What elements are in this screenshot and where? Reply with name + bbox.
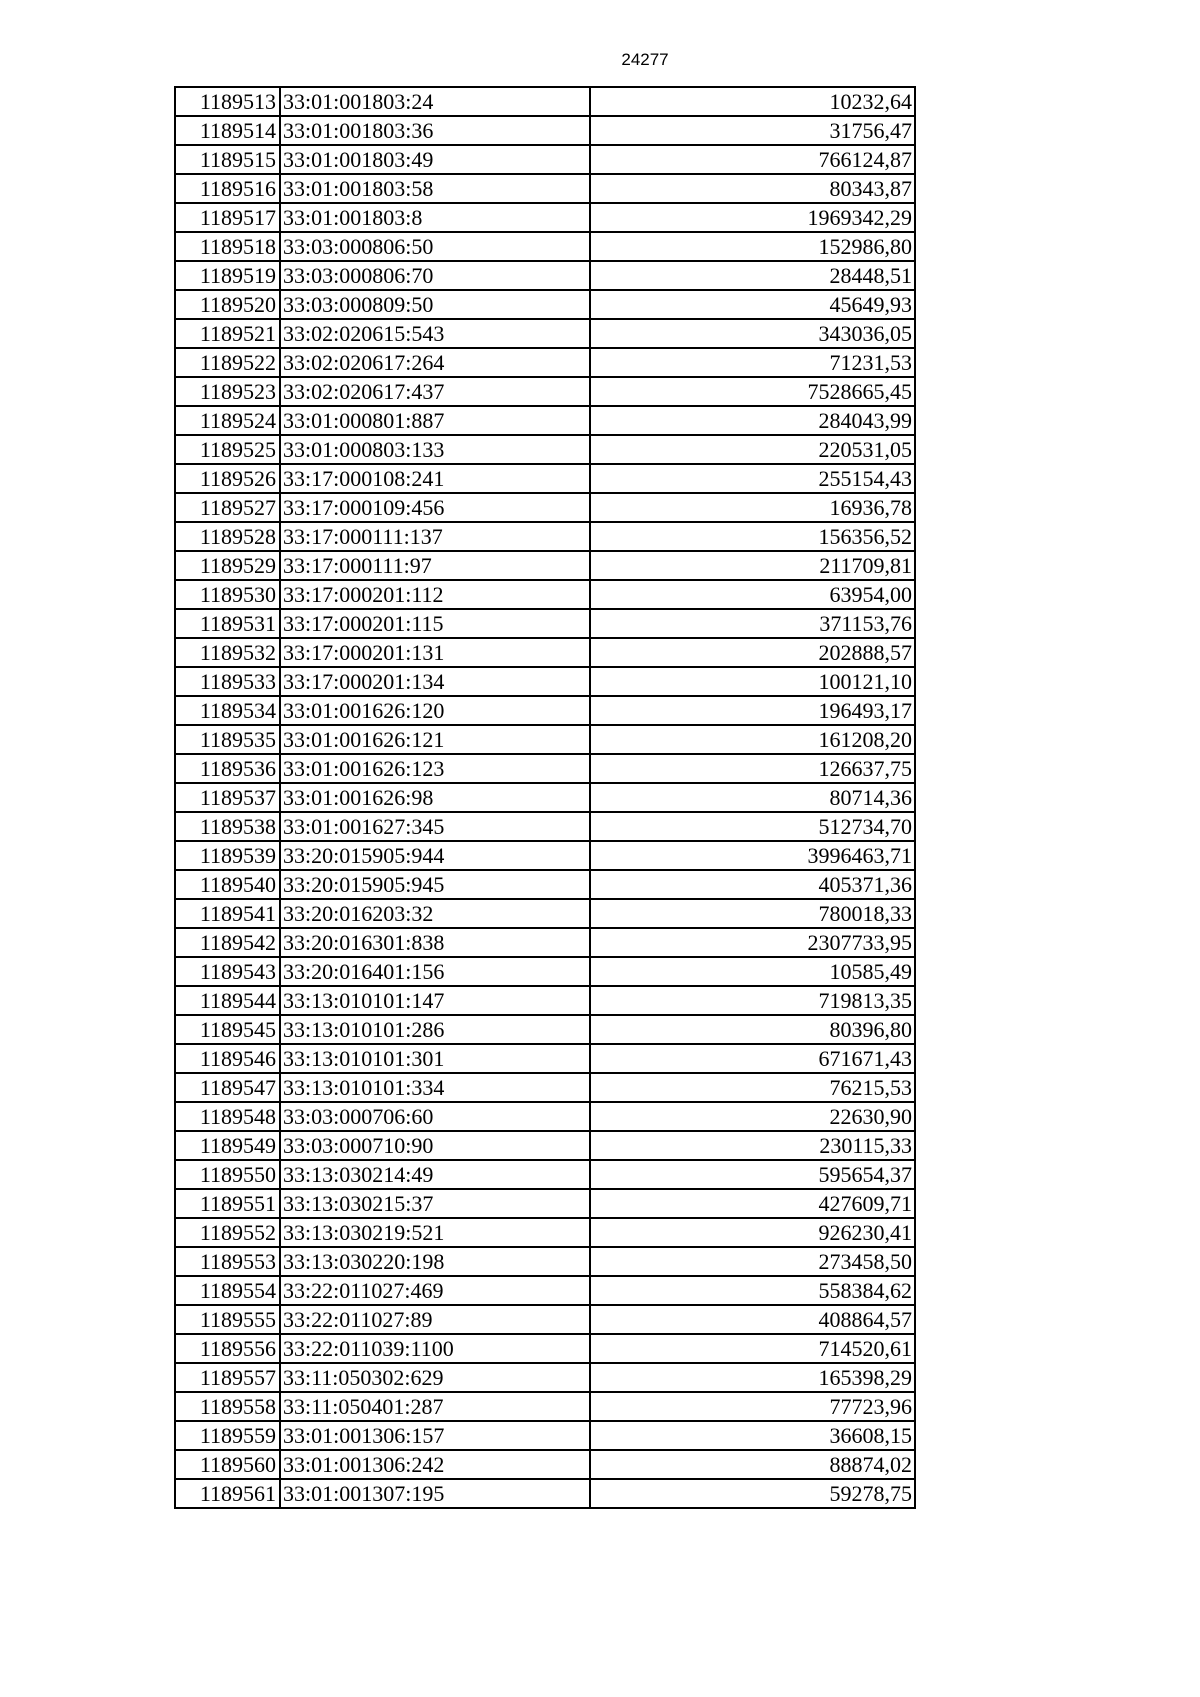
row-number-cell: 1189514 [175,116,280,145]
table-row [175,957,915,986]
table-row [175,609,915,638]
table-row [175,1392,915,1421]
table-row [175,1363,915,1392]
row-number-cell: 1189549 [175,1131,280,1160]
cadastral-value-cell: 3996463,71 [590,841,915,870]
row-number-cell: 1189535 [175,725,280,754]
cadastral-value-cell: 10232,64 [590,87,915,116]
row-number-cell: 1189542 [175,928,280,957]
cadastral-number-cell: 33:01:001803:36 [280,116,590,145]
row-number-cell: 1189521 [175,319,280,348]
cadastral-number-cell: 33:13:030220:198 [280,1247,590,1276]
cadastral-value-cell: 80396,80 [590,1015,915,1044]
cadastral-number-cell: 33:13:010101:147 [280,986,590,1015]
cadastral-number-cell: 33:01:001803:8 [280,203,590,232]
table-row [175,290,915,319]
cadastral-number-cell: 33:13:010101:301 [280,1044,590,1073]
table-row [175,580,915,609]
cadastral-number-cell: 33:03:000809:50 [280,290,590,319]
cadastral-number-cell: 33:01:001803:49 [280,145,590,174]
cadastral-number-cell: 33:01:001803:58 [280,174,590,203]
cadastral-number-cell: 33:01:001307:195 [280,1479,590,1508]
row-number-cell: 1189548 [175,1102,280,1131]
row-number-cell: 1189526 [175,464,280,493]
cadastral-value-cell: 10585,49 [590,957,915,986]
cadastral-value-cell: 7528665,45 [590,377,915,406]
table-row [175,1276,915,1305]
cadastral-value-cell: 126637,75 [590,754,915,783]
page-number: 24277 [621,50,669,69]
cadastral-number-cell: 33:02:020617:264 [280,348,590,377]
cadastral-value-cell: 202888,57 [590,638,915,667]
table-row [175,203,915,232]
cadastral-value-cell: 512734,70 [590,812,915,841]
cadastral-number-cell: 33:13:010101:334 [280,1073,590,1102]
cadastral-number-cell: 33:01:001803:24 [280,87,590,116]
row-number-cell: 1189515 [175,145,280,174]
cadastral-number-cell: 33:17:000201:115 [280,609,590,638]
cadastral-value-cell: 714520,61 [590,1334,915,1363]
cadastral-value-cell: 36608,15 [590,1421,915,1450]
cadastral-number-cell: 33:01:001627:345 [280,812,590,841]
cadastral-value-cell: 59278,75 [590,1479,915,1508]
table-row [175,435,915,464]
table-row [175,1247,915,1276]
table-row [175,1479,915,1508]
table-row [175,116,915,145]
row-number-cell: 1189538 [175,812,280,841]
cadastral-value-cell: 45649,93 [590,290,915,319]
row-number-cell: 1189536 [175,754,280,783]
cadastral-number-cell: 33:11:050401:287 [280,1392,590,1421]
cadastral-value-cell: 255154,43 [590,464,915,493]
cadastral-value-cell: 80343,87 [590,174,915,203]
cadastral-value-cell: 152986,80 [590,232,915,261]
cadastral-value-cell: 16936,78 [590,493,915,522]
cadastral-value-table [174,86,916,1509]
cadastral-number-cell: 33:11:050302:629 [280,1363,590,1392]
cadastral-number-cell: 33:13:030219:521 [280,1218,590,1247]
table-row [175,87,915,116]
cadastral-number-cell: 33:01:000803:133 [280,435,590,464]
cadastral-value-cell: 230115,33 [590,1131,915,1160]
table-row [175,1189,915,1218]
row-number-cell: 1189522 [175,348,280,377]
table-row [175,551,915,580]
cadastral-value-cell: 273458,50 [590,1247,915,1276]
cadastral-number-cell: 33:22:011027:469 [280,1276,590,1305]
cadastral-value-cell: 1969342,29 [590,203,915,232]
cadastral-value-cell: 719813,35 [590,986,915,1015]
table-row [175,870,915,899]
table-row [175,696,915,725]
row-number-cell: 1189561 [175,1479,280,1508]
table-row [175,1218,915,1247]
table-row [175,899,915,928]
row-number-cell: 1189557 [175,1363,280,1392]
row-number-cell: 1189530 [175,580,280,609]
cadastral-number-cell: 33:22:011027:89 [280,1305,590,1334]
cadastral-value-cell: 427609,71 [590,1189,915,1218]
row-number-cell: 1189532 [175,638,280,667]
cadastral-number-cell: 33:20:015905:944 [280,841,590,870]
table-row [175,319,915,348]
table-row [175,1102,915,1131]
table-row [175,232,915,261]
cadastral-value-cell: 28448,51 [590,261,915,290]
row-number-cell: 1189519 [175,261,280,290]
cadastral-number-cell: 33:01:001306:242 [280,1450,590,1479]
cadastral-value-cell: 156356,52 [590,522,915,551]
cadastral-value-cell: 371153,76 [590,609,915,638]
table-row [175,1334,915,1363]
cadastral-number-cell: 33:03:000806:70 [280,261,590,290]
table-row [175,841,915,870]
row-number-cell: 1189534 [175,696,280,725]
table-row [175,261,915,290]
cadastral-value-cell: 63954,00 [590,580,915,609]
table-row [175,522,915,551]
row-number-cell: 1189524 [175,406,280,435]
table-body [175,87,915,1508]
row-number-cell: 1189547 [175,1073,280,1102]
row-number-cell: 1189553 [175,1247,280,1276]
table-row [175,377,915,406]
row-number-cell: 1189556 [175,1334,280,1363]
cadastral-value-cell: 284043,99 [590,406,915,435]
table-row [175,812,915,841]
cadastral-number-cell: 33:17:000201:112 [280,580,590,609]
row-number-cell: 1189554 [175,1276,280,1305]
row-number-cell: 1189540 [175,870,280,899]
cadastral-number-cell: 33:22:011039:1100 [280,1334,590,1363]
row-number-cell: 1189543 [175,957,280,986]
table-row [175,174,915,203]
row-number-cell: 1189518 [175,232,280,261]
table-row [175,667,915,696]
row-number-cell: 1189544 [175,986,280,1015]
cadastral-number-cell: 33:03:000706:60 [280,1102,590,1131]
table-row [175,1421,915,1450]
table-row [175,725,915,754]
cadastral-value-cell: 211709,81 [590,551,915,580]
cadastral-value-cell: 220531,05 [590,435,915,464]
row-number-cell: 1189513 [175,87,280,116]
cadastral-number-cell: 33:01:001626:120 [280,696,590,725]
row-number-cell: 1189517 [175,203,280,232]
cadastral-number-cell: 33:17:000109:456 [280,493,590,522]
cadastral-value-cell: 100121,10 [590,667,915,696]
table-row [175,348,915,377]
table-row [175,1044,915,1073]
row-number-cell: 1189539 [175,841,280,870]
table-row [175,1015,915,1044]
table-row [175,493,915,522]
table-row [175,1450,915,1479]
cadastral-value-cell: 77723,96 [590,1392,915,1421]
cadastral-value-cell: 88874,02 [590,1450,915,1479]
row-number-cell: 1189541 [175,899,280,928]
table-row [175,754,915,783]
cadastral-value-cell: 2307733,95 [590,928,915,957]
row-number-cell: 1189537 [175,783,280,812]
cadastral-value-cell: 80714,36 [590,783,915,812]
cadastral-value-cell: 161208,20 [590,725,915,754]
cadastral-number-cell: 33:17:000111:137 [280,522,590,551]
row-number-cell: 1189516 [175,174,280,203]
table-row [175,1160,915,1189]
row-number-cell: 1189551 [175,1189,280,1218]
row-number-cell: 1189560 [175,1450,280,1479]
table-row [175,638,915,667]
table-row [175,986,915,1015]
cadastral-value-cell: 76215,53 [590,1073,915,1102]
cadastral-value-cell: 405371,36 [590,870,915,899]
cadastral-number-cell: 33:17:000108:241 [280,464,590,493]
row-number-cell: 1189546 [175,1044,280,1073]
cadastral-value-cell: 71231,53 [590,348,915,377]
table-row [175,406,915,435]
cadastral-number-cell: 33:13:010101:286 [280,1015,590,1044]
table-row [175,464,915,493]
row-number-cell: 1189528 [175,522,280,551]
cadastral-number-cell: 33:02:020617:437 [280,377,590,406]
row-number-cell: 1189520 [175,290,280,319]
row-number-cell: 1189529 [175,551,280,580]
cadastral-value-cell: 595654,37 [590,1160,915,1189]
row-number-cell: 1189555 [175,1305,280,1334]
table-row [175,783,915,812]
cadastral-value-cell: 22630,90 [590,1102,915,1131]
cadastral-value-cell: 31756,47 [590,116,915,145]
table-row [175,1131,915,1160]
row-number-cell: 1189550 [175,1160,280,1189]
cadastral-number-cell: 33:17:000201:131 [280,638,590,667]
cadastral-number-cell: 33:01:001626:123 [280,754,590,783]
cadastral-number-cell: 33:20:016203:32 [280,899,590,928]
row-number-cell: 1189525 [175,435,280,464]
row-number-cell: 1189559 [175,1421,280,1450]
row-number-cell: 1189545 [175,1015,280,1044]
cadastral-value-cell: 343036,05 [590,319,915,348]
table-row [175,145,915,174]
cadastral-number-cell: 33:01:001626:98 [280,783,590,812]
row-number-cell: 1189533 [175,667,280,696]
cadastral-value-cell: 926230,41 [590,1218,915,1247]
cadastral-value-cell: 766124,87 [590,145,915,174]
cadastral-number-cell: 33:01:001626:121 [280,725,590,754]
cadastral-value-cell: 558384,62 [590,1276,915,1305]
cadastral-value-cell: 780018,33 [590,899,915,928]
cadastral-value-cell: 671671,43 [590,1044,915,1073]
cadastral-number-cell: 33:01:000801:887 [280,406,590,435]
row-number-cell: 1189527 [175,493,280,522]
cadastral-number-cell: 33:17:000201:134 [280,667,590,696]
row-number-cell: 1189523 [175,377,280,406]
row-number-cell: 1189552 [175,1218,280,1247]
table-row [175,1073,915,1102]
cadastral-number-cell: 33:20:016301:838 [280,928,590,957]
cadastral-value-cell: 196493,17 [590,696,915,725]
table-row [175,1305,915,1334]
cadastral-number-cell: 33:20:016401:156 [280,957,590,986]
cadastral-number-cell: 33:17:000111:97 [280,551,590,580]
cadastral-number-cell: 33:02:020615:543 [280,319,590,348]
cadastral-number-cell: 33:01:001306:157 [280,1421,590,1450]
cadastral-number-cell: 33:13:030214:49 [280,1160,590,1189]
row-number-cell: 1189558 [175,1392,280,1421]
table-row [175,928,915,957]
cadastral-number-cell: 33:13:030215:37 [280,1189,590,1218]
cadastral-number-cell: 33:03:000710:90 [280,1131,590,1160]
row-number-cell: 1189531 [175,609,280,638]
cadastral-value-cell: 408864,57 [590,1305,915,1334]
cadastral-number-cell: 33:03:000806:50 [280,232,590,261]
cadastral-number-cell: 33:20:015905:945 [280,870,590,899]
cadastral-value-cell: 165398,29 [590,1363,915,1392]
